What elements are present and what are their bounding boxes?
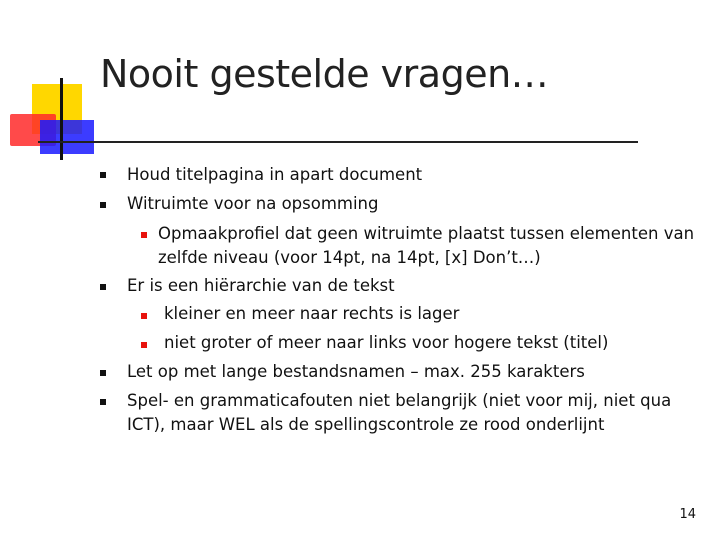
page-number: 14	[679, 507, 696, 522]
bullet-text: Witruimte voor na opsomming	[127, 194, 379, 213]
sub-bullet-marker	[141, 342, 147, 348]
logo-blue-square	[40, 120, 94, 154]
bullet-text: Houd titelpagina in apart document	[127, 165, 423, 184]
title-underline	[38, 141, 638, 143]
bullet-marker	[100, 284, 106, 290]
sub-bullet-marker	[141, 313, 147, 319]
bullet-text: Let op met lange bestandsnamen – max. 255 karakters	[127, 362, 585, 381]
bullet-text-continued: ICT), maar WEL als de spellingscontrole ze rood onderlijnt	[127, 415, 605, 434]
bullet-marker	[100, 399, 106, 405]
logo-vertical-line	[60, 78, 63, 160]
sub-bullet-text: niet groter of meer naar links voor hogere tekst (titel)	[164, 333, 609, 352]
bullet-text: Spel- en grammaticafouten niet belangrijk (niet voor mij, niet qua	[127, 391, 672, 410]
bullet-marker	[100, 172, 106, 178]
sub-bullet-marker	[141, 232, 147, 238]
sub-bullet-text-continued: zelfde niveau (voor 14pt, na 14pt, [x] Don’t…)	[158, 248, 541, 267]
bullet-text: Er is een hiërarchie van de tekst	[127, 276, 395, 295]
sub-bullet-text: Opmaakprofiel dat geen witruimte plaatst tussen elementen van	[158, 224, 695, 243]
slide-title: Nooit gestelde vragen…	[100, 52, 549, 96]
bullet-marker	[100, 202, 106, 208]
bullet-marker	[100, 370, 106, 376]
sub-bullet-text: kleiner en meer naar rechts is lager	[164, 304, 460, 323]
